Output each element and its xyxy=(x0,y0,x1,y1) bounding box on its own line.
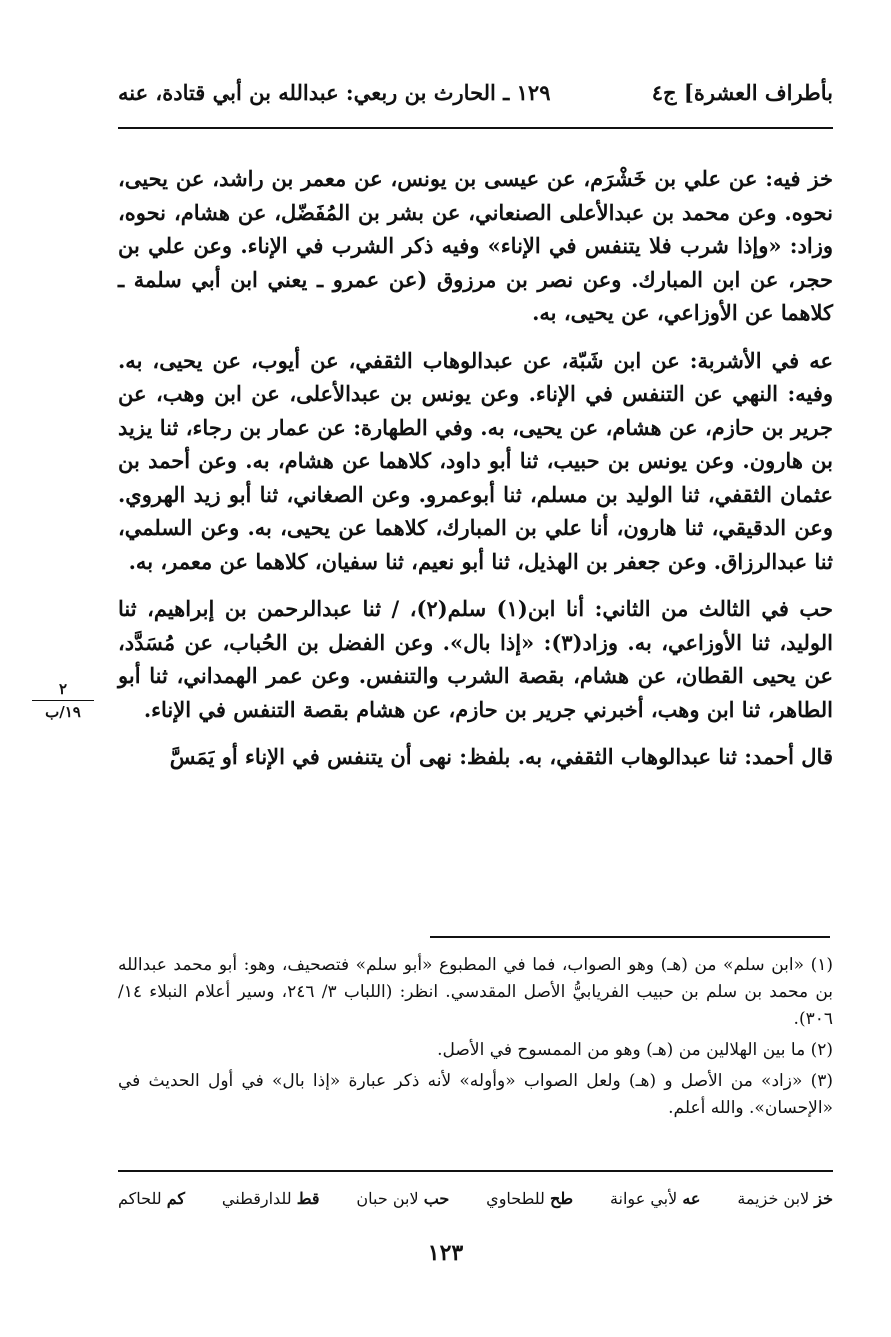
footnote-rule xyxy=(430,936,830,938)
header-rule xyxy=(118,127,833,129)
header-entry-title: ١٢٩ ـ الحارث بن ربعي: عبدالله بن أبي قتادة، عنه xyxy=(118,80,551,105)
margin-note-folio: ١٩/ب xyxy=(45,703,81,721)
abbrev-ah: عه لأبي عوانة xyxy=(609,1189,701,1208)
footnote-2: (٢) ما بين الهلالين من (هـ) وهو من الممسوح في الأصل. xyxy=(437,1040,833,1060)
manuscript-folio-note xyxy=(28,680,98,721)
footnote-1: (١) «ابن سلم» من (هـ) وهو الصواب، فما في المطبوع «أبو سلم» فتصحيف، وهو: أبو محمد عبدالله بن محمد بن سلم بن حبيب الفريابيُّ الأصل المقدسي. انظر: (اللباب ٣/ ٢٤٦، وسير أعلام النبلاء ١٤/ ٣٠٦). xyxy=(118,955,833,1029)
paragraph-ibn-khuzayma: خز فيه: عن علي بن خَشْرَم، عن عيسى بن يونس، عن معمر بن راشد، عن يحيى، نحوه. وعن محمد بن عبدالأعلى الصنعاني، عن بشر بن المُفَضّل، عن هشام، نحوه، وزاد: «وإذا شرب فلا يتنفس في الإناء» وفيه ذكر الشرب في الإناء. وعن علي بن حجر، عن ابن المبارك. وعن نصر بن مرزوق (عن عمرو ـ يعني ابن أبي سلمة ـ كلاهما عن الأوزاعي، عن يحيى، به. xyxy=(118,166,833,325)
abbreviations-key xyxy=(118,1186,833,1212)
footnote-3: (٣) «زاد» من الأصل و (هـ) ولعل الصواب «وأوله» لأنه ذكر عبارة «إذا بال» في أول الحديث في «الإحسان». والله أعلم. xyxy=(118,1071,833,1118)
abbrev-th: طح للطحاوي xyxy=(486,1189,574,1208)
abbreviations-rule xyxy=(118,1170,833,1172)
abbrev-khz: خز لابن خزيمة xyxy=(737,1189,833,1208)
footnotes xyxy=(118,952,833,1126)
paragraph-ahmad: قال أحمد: ثنا عبدالوهاب الثقفي، به. بلفظ: نهى أن يتنفس في الإناء أو يَمَسَّ xyxy=(169,744,833,769)
abbrev-hb: حب لابن حبان xyxy=(356,1189,450,1208)
margin-note-rule xyxy=(32,700,94,701)
abbrev-km: كم للحاكم xyxy=(118,1189,186,1208)
header-book-title: بأطراف العشرة] ج٤ xyxy=(651,80,833,105)
margin-note-number: ٢ xyxy=(58,680,68,698)
page-number: ١٢٣ xyxy=(427,1240,464,1266)
paragraph-ibn-hibban: حب في الثالث من الثاني: أنا ابن(١) سلم(٢)، / ثنا عبدالرحمن بن إبراهيم، ثنا الوليد، ثنا الأوزاعي، به. وزاد(٣): «إذا بال». وعن الفضل بن الحُباب، عن مُسَدَّد، عن يحيى القطان، عن هشام، بقصة الشرب والتنفس. وعن عمر الهمداني، ثنا أبو الطاهر، ثنا ابن وهب، أخبرني جرير بن حازم، عن هشام بقصة التنفس في الإناء. xyxy=(118,596,833,722)
running-header xyxy=(118,80,833,112)
main-text xyxy=(118,162,833,788)
paragraph-abu-awana: عه في الأشربة: عن ابن شَبّة، عن عبدالوهاب الثقفي، عن أيوب، عن يحيى، به. وفيه: النهي عن التنفس في الإناء. وعن يونس بن عبدالأعلى، عن ابن وهب، عن جرير بن حازم، عن هشام، عن يحيى، به. وفي الطهارة: عن عمار بن رجاء، ثنا يزيد بن هارون. وعن يونس بن حبيب، ثنا أبو داود، كلاهما عن هشام، به. وعن أحمد بن عثمان الثقفي، ثنا الوليد بن مسلم، ثنا أبوعمرو. وعن الصغاني، ثنا أبو زيد الهروي. وعن الدقيقي، ثنا هارون، أنا علي بن المبارك، كلاهما عن يحيى، به. وعن السلمي، ثنا عبدالرزاق. وعن جعفر بن الهذيل، ثنا أبو نعيم، ثنا سفيان، كلاهما عن معمر، به. xyxy=(118,347,833,574)
abbrev-qt: قط للدارقطني xyxy=(221,1189,320,1208)
